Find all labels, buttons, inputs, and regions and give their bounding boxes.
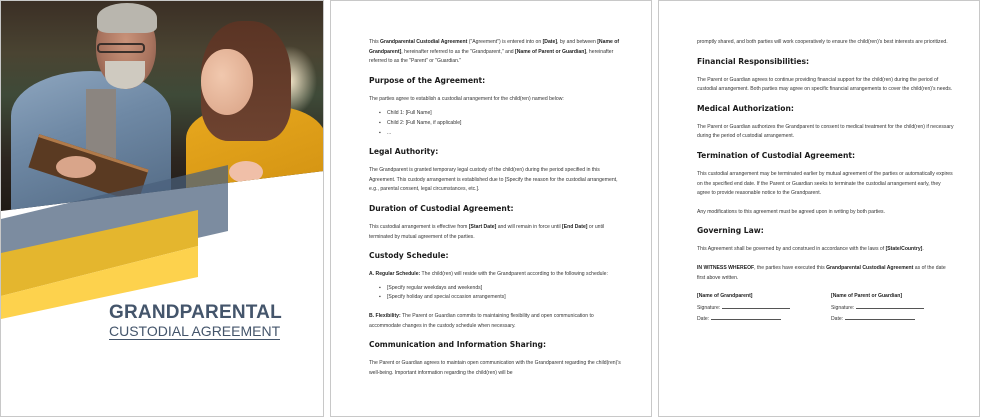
- document-page-3: [658, 0, 980, 417]
- purpose-text: The parties agree to establish a custodial arrangement for the child(ren) named below:: [369, 95, 564, 102]
- signature-label: Signature:: [831, 304, 855, 311]
- signatory-name: [Name of Parent or Guardian]: [831, 293, 903, 300]
- text: The child(ren) will reside with the Grandparent according to the following schedule:: [420, 271, 608, 278]
- photo-woman-face: [201, 49, 253, 115]
- photo-man-beard: [105, 61, 145, 89]
- heading-custody-schedule: Custody Schedule:: [369, 251, 449, 261]
- cover-page: [0, 0, 324, 417]
- governing-text: [697, 245, 955, 255]
- date-placeholder: [Date]: [542, 39, 558, 45]
- cover-title: GRANDPARENTAL: [109, 302, 282, 323]
- signature-line[interactable]: [856, 304, 924, 309]
- intro-paragraph: [369, 38, 627, 67]
- heading-legal-authority: Legal Authority:: [369, 147, 439, 157]
- witness-text: [697, 264, 955, 283]
- date-label: Date:: [831, 316, 844, 323]
- list-item: ▪ [Specify holiday and special occasion arrangements]: [379, 293, 627, 303]
- photo-man-glasses: [97, 43, 145, 53]
- text: or until terminated by mutual agreement of the parties.: [369, 223, 605, 240]
- page-3-content: [697, 38, 955, 327]
- photo-man-hair: [97, 3, 157, 33]
- text: , by and between: [557, 39, 598, 45]
- heading-duration: Duration of Custodial Agreement:: [369, 203, 514, 213]
- text: and will remain in force until: [496, 223, 562, 230]
- signature-label: Signature:: [697, 304, 721, 311]
- state-country-placeholder: [State/Country]: [885, 246, 923, 253]
- parent-placeholder: [Name of Parent or Guardian]: [515, 48, 587, 55]
- text: ("Agreement") is entered into on: [467, 39, 543, 45]
- date-label: Date:: [697, 316, 710, 323]
- signature-grandparent: [697, 292, 821, 327]
- text: as of the date first above written.: [697, 264, 946, 281]
- cover-photo: [1, 1, 324, 211]
- schedule-list: [379, 284, 627, 303]
- list-item: ▪ ...: [379, 129, 627, 139]
- text: This: [369, 39, 381, 45]
- signatory-name: [Name of Grandparent]: [697, 293, 753, 300]
- heading-communication: Communication and Information Sharing:: [369, 340, 547, 350]
- schedule-b-label: B. Flexibility:: [369, 312, 401, 319]
- text: The Parent or Guardian commits to maintaining flexibility and open communication to accommodate changes in the custody schedule when necessary.: [369, 312, 594, 329]
- signature-parent: [831, 292, 955, 327]
- communication-text: The Parent or Guardian agrees to maintain open communication with the Grandparent regarding the child(ren)'s well-being. Important information regarding the child(ren) will be: [369, 360, 621, 376]
- agreement-name: Grandparental Custodial Agreement: [826, 264, 914, 271]
- schedule-a: [369, 270, 627, 280]
- continuation-text: promptly shared, and both parties will work cooperatively to ensure the child(ren)'s best interests are prioritized.: [697, 39, 948, 45]
- schedule-b: [369, 312, 627, 331]
- medical-text: The Parent or Guardian authorizes the Grandparent to consent to medical treatment for the child(ren) if necessary during the period of custodial arrangement.: [697, 123, 954, 140]
- date-line[interactable]: [845, 315, 915, 320]
- list-item: ▪ [Specify regular weekdays and weekends]: [379, 284, 627, 294]
- termination-text: This custodial arrangement may be terminated earlier by mutual agreement of the parties or automatically expires on the specified end date. If the Parent or Guardian seeks to terminate the custodial arrangement early, they agree to provide reasonable notice to the Grandparent.: [697, 170, 953, 197]
- grandparent-placeholder: [Name of Grandparent]: [369, 39, 620, 55]
- heading-financial: Financial Responsibilities:: [697, 56, 810, 66]
- signature-block: [697, 292, 955, 327]
- schedule-a-label: A. Regular Schedule:: [369, 271, 421, 278]
- date-line[interactable]: [711, 315, 781, 320]
- heading-governing-law: Governing Law:: [697, 226, 764, 236]
- heading-termination: Termination of Custodial Agreement:: [697, 150, 856, 160]
- agreement-name: Grandparental Custodial Agreement: [380, 39, 468, 45]
- photo-hand: [56, 156, 96, 178]
- list-item: ▪ Child 1: [Full Name]: [379, 109, 627, 119]
- witness-label: IN WITNESS WHEREOF: [697, 264, 755, 271]
- signature-line[interactable]: [722, 304, 790, 309]
- financial-text: The Parent or Guardian agrees to continue providing financial support for the child(ren) during the period of custodial arrangement. Both parties may agree on specific financial arrangements to cover the child(ren)'s needs.: [697, 76, 953, 93]
- text: .: [922, 246, 924, 253]
- text: , hereinafter referred to as the "Grandparent," and: [401, 48, 516, 55]
- duration-text: [369, 223, 627, 242]
- page-2-content: [369, 38, 627, 387]
- text: , the parties have executed this: [754, 264, 827, 271]
- heading-medical: Medical Authorization:: [697, 103, 794, 113]
- text: This Agreement shall be governed by and construed in accordance with the laws of: [697, 246, 886, 253]
- text: This custodial arrangement is effective from: [369, 223, 469, 230]
- document-page-2: [330, 0, 652, 417]
- start-date-placeholder: [Start Date]: [468, 223, 497, 230]
- heading-purpose: Purpose of the Agreement:: [369, 75, 486, 85]
- photo-woman-hand: [229, 161, 263, 183]
- text: , hereinafter referred to as the "Parent" or "Guardian.": [369, 48, 614, 65]
- list-item: ▪ Child 2: [Full Name, if applicable]: [379, 119, 627, 129]
- children-list: [379, 109, 627, 138]
- cover-subtitle: CUSTODIAL AGREEMENT: [109, 323, 281, 339]
- legal-text: The Grandparent is granted temporary legal custody of the child(ren) during the period specified in this Agreement. This custody arrangement is established due to [Specify the reason for the custodial arrangement, e.g., parental consent, legal circumstances, etc.].: [369, 167, 618, 193]
- end-date-placeholder: [End Date]: [562, 223, 588, 230]
- modifications-text: Any modifications to this agreement must be agreed upon in writing by both parties.: [697, 208, 886, 215]
